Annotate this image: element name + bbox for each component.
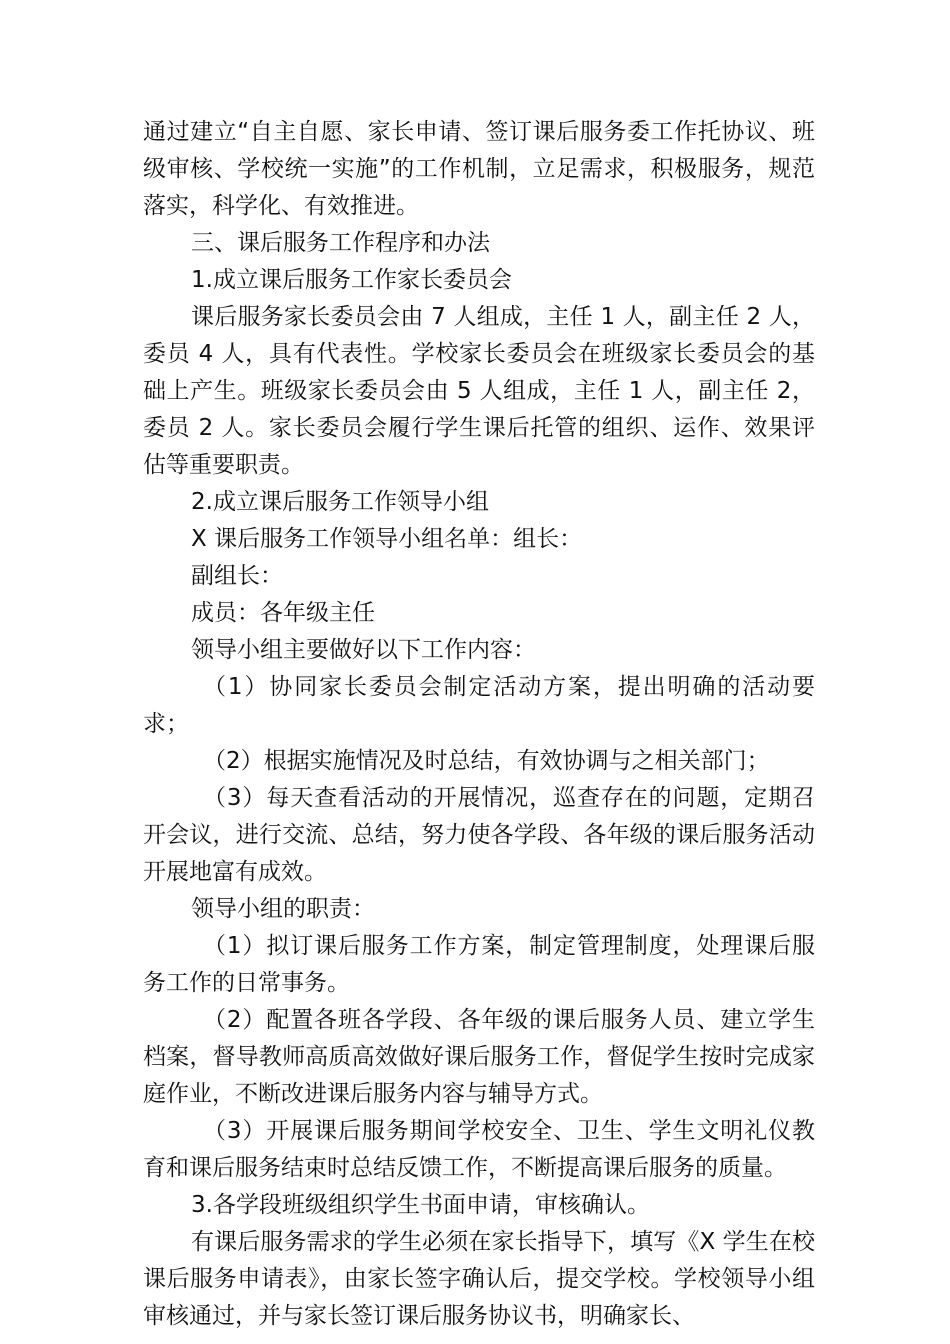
line-duties-intro: 领导小组的职责：: [191, 896, 375, 922]
subheading-parent-committee: 1.成立课后服务工作家长委员会: [191, 267, 512, 293]
paragraph-application: 有课后服务需求的学生必须在家长指导下，填写《X 学生在校课后服务申请表》，由家长签字确认后，提交学校。学校领导小组审核通过，并与家长签订课后服务协议书，明确家长、: [143, 1229, 815, 1329]
paragraph-parent-committee: 课后服务家长委员会由 7 人组成，主任 1 人，副主任 2 人，委员 4 人，具有代表性。学校家长委员会在班级家长委员会的基础上产生。班级家长委员会由 5 人组成，主任 1 人，副主任 2，委员 2 人。家长委员会履行学生课后托管的组织、运作、效果评估等重要职责。: [143, 304, 815, 478]
list-item-work-3: （3）每天查看活动的开展情况，巡查存在的问题，定期召开会议，进行交流、总结，努力使各学段、各年级的课后服务活动开展地富有成效。: [143, 785, 815, 885]
line-work-content-intro: 领导小组主要做好以下工作内容：: [191, 637, 536, 663]
subheading-leadership-group: 2.成立课后服务工作领导小组: [191, 489, 489, 515]
document-body: [143, 114, 815, 1335]
list-item-duty-2: （2）配置各班各学段、各年级的课后服务人员、建立学生档案，督导教师高质高效做好课后服务工作，督促学生按时完成家庭作业，不断改进课后服务内容与辅导方式。: [143, 1007, 815, 1107]
line-deputy-leader: 副组长：: [191, 563, 283, 589]
line-group-leader: X 课后服务工作领导小组名单：组长：: [191, 526, 583, 552]
subheading-application: 3.各学段班级组织学生书面申请，审核确认。: [191, 1192, 650, 1218]
list-item-duty-1: （1）拟订课后服务工作方案，制定管理制度，处理课后服务工作的日常事务。: [143, 933, 815, 996]
line-members: 成员：各年级主任: [191, 600, 375, 626]
paragraph-mechanism: 通过建立“自主自愿、家长申请、签订课后服务委工作托协议、班级审核、学校统一实施”的工作机制，立足需求，积极服务，规范落实，科学化、有效推进。: [143, 119, 815, 219]
list-item-work-1: （1）协同家长委员会制定活动方案，提出明确的活动要求；: [143, 674, 815, 737]
list-item-work-2: （2）根据实施情况及时总结，有效协调与之相关部门；: [203, 748, 770, 774]
list-item-duty-3: （3）开展课后服务期间学校安全、卫生、学生文明礼仪教育和课后服务结束时总结反馈工作，不断提高课后服务的质量。: [143, 1118, 815, 1181]
section-heading-procedures: 三、课后服务工作程序和办法: [191, 230, 490, 256]
